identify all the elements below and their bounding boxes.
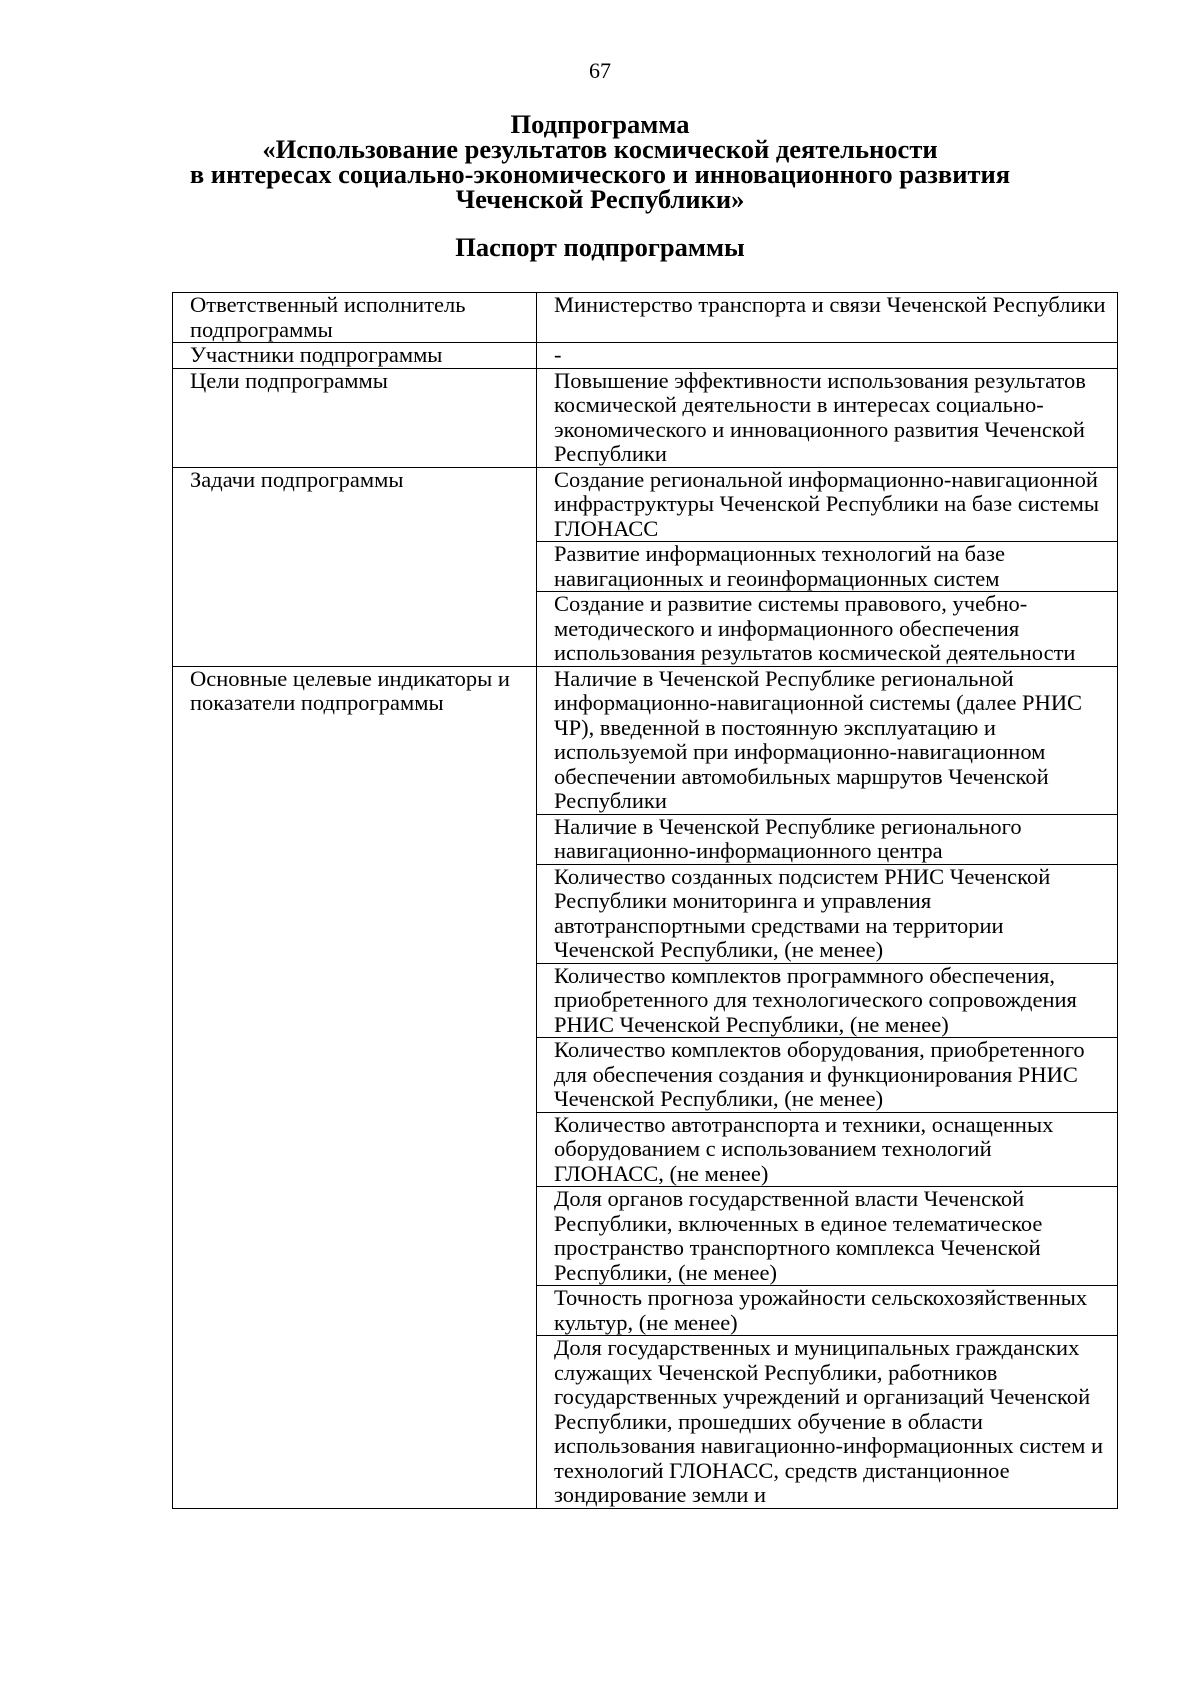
subprogram-heading [100,109,1100,214]
table-row-goals [173,368,1118,467]
heading-line-2: «Использование результатов космической деятельности [262,134,938,164]
indicators-label: Основные целевые индикаторы и показатели подпрограммы [173,666,537,1508]
indicator-item: Доля органов государственной власти Чеченской Республики, включенных в единое телематическое пространство транспортного комплекса Чеченской Республики, (не менее) [537,1187,1118,1286]
page-number: 67 [589,58,611,83]
indicator-item: Наличие в Чеченской Республике регионального навигационно-информационного центра [537,814,1118,864]
passport-table [172,292,1118,1509]
table-row-tasks [173,467,1118,542]
indicator-item: Количество автотранспорта и техники, оснащенных оборудованием с использованием технологий ГЛОНАСС, (не менее) [537,1112,1118,1187]
responsible-value: Министерство транспорта и связи Чеченской Республики [537,293,1118,343]
responsible-label: Ответственный исполнитель подпрограммы [173,293,537,343]
table-row-responsible [173,293,1118,343]
indicator-item: Количество комплектов оборудования, приобретенного для обеспечения создания и функционирования РНИС Чеченской Республики, (не менее) [537,1038,1118,1113]
participants-label: Участники подпрограммы [173,343,537,369]
task-item: Развитие информационных технологий на базе навигационных и геоинформационных систем [537,542,1118,592]
table-row-indicators [173,666,1118,814]
tasks-label: Задачи подпрограммы [173,467,537,666]
indicator-item: Количество комплектов программного обеспечения, приобретенного для технологического сопровождения РНИС Чеченской Республики, (не менее) [537,963,1118,1038]
heading-line-4: Чеченской Республики» [455,184,745,214]
task-item: Создание и развитие системы правового, учебно-методического и информационного обеспечения использования результатов космической деятельности [537,592,1118,667]
goals-value: Повышение эффективности использования результатов космической деятельности в интересах социально-экономического и инновационного развития Чеченской Республики [537,368,1118,467]
indicator-item: Доля государственных и муниципальных гражданских служащих Чеченской Республики, работников государственных учреждений и организаций Чеченской Республики, прошедших обучение в области использования навигационно-информационных систем и технологий ГЛОНАСС, средств дистанционное зондирование земли и [537,1336,1118,1509]
participants-value: - [537,343,1118,369]
goals-label: Цели подпрограммы [173,368,537,467]
heading-line-1: Подпрограмма [510,109,690,139]
task-item: Создание региональной информационно-навигационной инфраструктуры Чеченской Республики на базе системы ГЛОНАСС [537,467,1118,542]
indicator-item: Точность прогноза урожайности сельскохозяйственных культур, (не менее) [537,1286,1118,1336]
indicator-item: Наличие в Чеченской Республике региональной информационно-навигационной системы (далее РНИС ЧР), введенной в постоянную эксплуатацию и используемой при информационно-навигационном обеспечении автомобильных маршрутов Чеченской Республики [537,666,1118,814]
table-row-participants [173,343,1118,369]
passport-title: Паспорт подпрограммы [455,232,745,262]
heading-line-3: в интересах социально-экономического и инновационного развития [189,159,1011,189]
indicator-item: Количество созданных подсистем РНИС Чеченской Республики мониторинга и управления автотранспортными средствами на территории Чеченской Республики, (не менее) [537,864,1118,963]
